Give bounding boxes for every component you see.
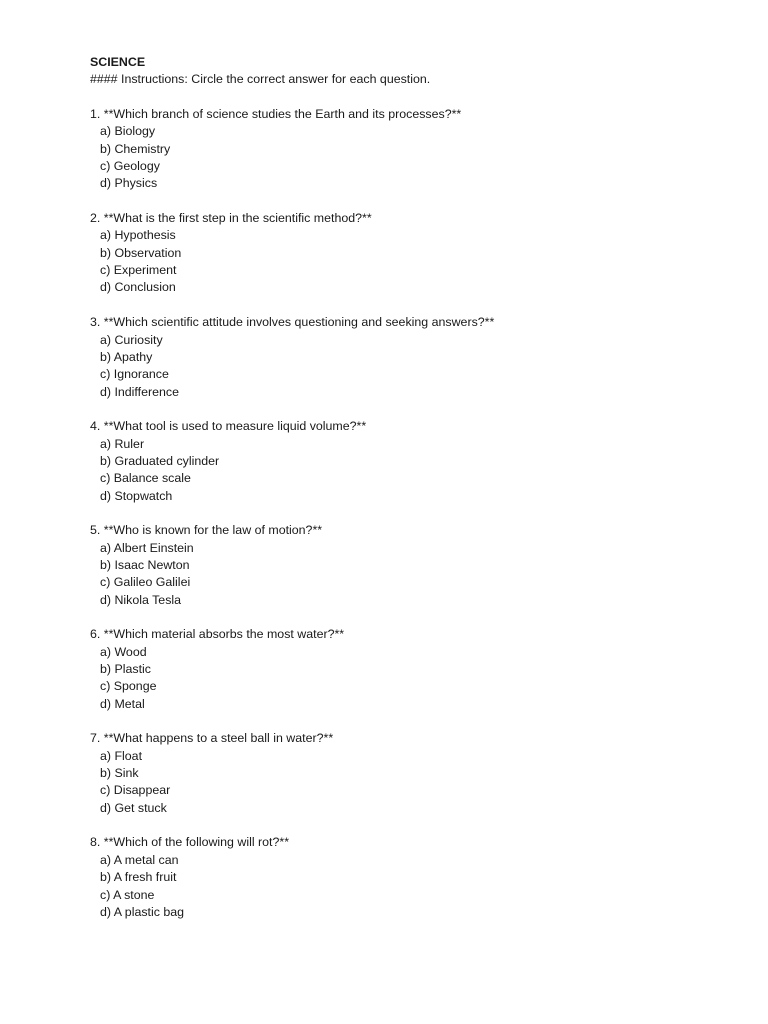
spacer: [90, 193, 730, 210]
spacer: [90, 817, 730, 834]
answer-option[interactable]: c) Experiment: [100, 263, 177, 278]
question-text: 8. **Which of the following will rot?**: [90, 835, 290, 850]
answer-option[interactable]: c) Geology: [100, 159, 160, 174]
answer-option[interactable]: a) Albert Einstein: [100, 540, 194, 555]
question-text: 2. **What is the first step in the scientific method?**: [90, 211, 372, 226]
answer-option[interactable]: b) Isaac Newton: [100, 557, 190, 572]
page-title: SCIENCE: [90, 55, 146, 69]
question-block: [90, 834, 730, 921]
spacer: [90, 713, 730, 730]
answer-option[interactable]: a) Float: [100, 748, 143, 763]
answer-option[interactable]: d) Physics: [100, 176, 158, 191]
answer-option[interactable]: b) Apathy: [100, 349, 153, 364]
answer-option[interactable]: a) A metal can: [100, 852, 179, 867]
question-block: [90, 418, 730, 505]
document-page: [90, 54, 730, 921]
answer-option[interactable]: c) Ignorance: [100, 367, 169, 382]
answer-option[interactable]: b) Plastic: [100, 662, 151, 677]
question-block: [90, 210, 730, 297]
question-text: 5. **Who is known for the law of motion?**: [90, 523, 323, 538]
spacer: [90, 89, 730, 106]
answer-option[interactable]: c) Sponge: [100, 679, 157, 694]
spacer: [90, 609, 730, 626]
question-text: 4. **What tool is used to measure liquid volume?**: [90, 419, 367, 434]
answer-option[interactable]: b) Chemistry: [100, 141, 171, 156]
answer-option[interactable]: a) Wood: [100, 644, 147, 659]
answer-option[interactable]: d) Indifference: [100, 384, 179, 399]
answer-option[interactable]: d) Conclusion: [100, 280, 176, 295]
question-block: [90, 314, 730, 401]
spacer: [90, 297, 730, 314]
question-text: 1. **Which branch of science studies the Earth and its processes?**: [90, 107, 462, 122]
answer-option[interactable]: c) A stone: [100, 887, 155, 902]
question-text: 6. **Which material absorbs the most water?**: [90, 627, 345, 642]
question-block: [90, 106, 730, 193]
spacer: [90, 505, 730, 522]
answer-option[interactable]: d) Nikola Tesla: [100, 592, 182, 607]
answer-option[interactable]: b) A fresh fruit: [100, 870, 177, 885]
spacer: [90, 401, 730, 418]
answer-option[interactable]: b) Graduated cylinder: [100, 453, 220, 468]
answer-option[interactable]: c) Galileo Galilei: [100, 575, 191, 590]
answer-option[interactable]: a) Hypothesis: [100, 228, 176, 243]
answer-option[interactable]: a) Biology: [100, 124, 156, 139]
answer-option[interactable]: a) Curiosity: [100, 332, 163, 347]
answer-option[interactable]: d) Metal: [100, 696, 145, 711]
question-text: 3. **Which scientific attitude involves questioning and seeking answers?**: [90, 315, 495, 330]
instructions: #### Instructions: Circle the correct answer for each question.: [90, 72, 431, 87]
question-block: [90, 626, 730, 713]
answer-option[interactable]: c) Disappear: [100, 783, 171, 798]
question-block: [90, 522, 730, 609]
question-text: 7. **What happens to a steel ball in water?**: [90, 731, 334, 746]
answer-option[interactable]: b) Sink: [100, 766, 139, 781]
answer-option[interactable]: a) Ruler: [100, 436, 145, 451]
answer-option[interactable]: b) Observation: [100, 245, 182, 260]
answer-option[interactable]: d) Stopwatch: [100, 488, 173, 503]
question-block: [90, 730, 730, 817]
answer-option[interactable]: c) Balance scale: [100, 471, 191, 486]
answer-option[interactable]: d) A plastic bag: [100, 904, 185, 919]
answer-option[interactable]: d) Get stuck: [100, 800, 167, 815]
